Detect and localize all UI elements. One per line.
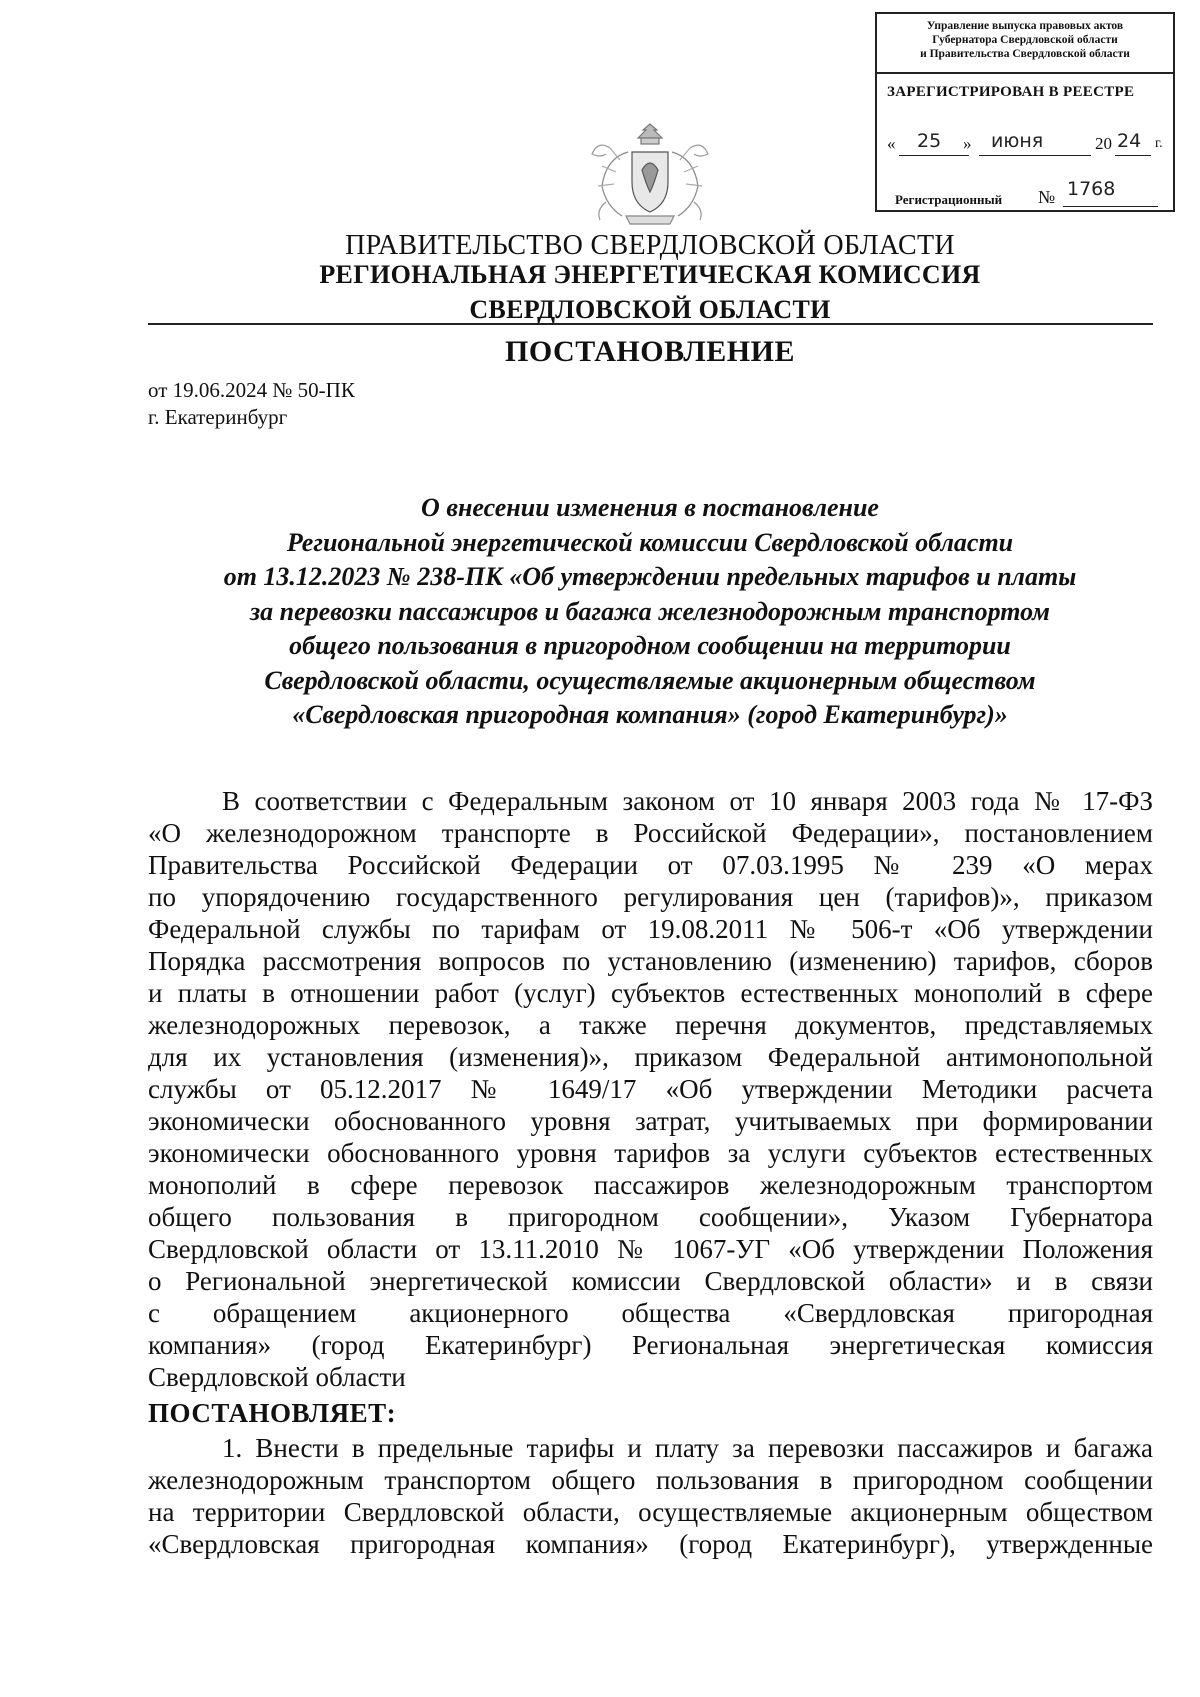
preamble-line: экономически обоснованного уровня тарифов за услуги субъектов естественных (148, 1138, 1153, 1168)
government-heading: ПРАВИТЕЛЬСТВО СВЕРДЛОВСКОЙ ОБЛАСТИ (345, 230, 955, 261)
stamp-year-unit: г. (1155, 136, 1163, 151)
stamp-day: 25 (917, 130, 942, 152)
stamp-header (877, 14, 1173, 74)
stamp-reg-number (895, 178, 1165, 212)
stamp-header-line: Управление выпуска правовых актов (926, 20, 1124, 32)
preamble-line: В соответствии с Федеральным законом от 10 января 2003 года № 17-ФЗ (222, 786, 1153, 816)
item1-line: 1. Внести в предельные тарифы и плату за перевозки пассажиров и багажа (222, 1433, 1153, 1463)
preamble-line: железнодорожных перевозок, а также перечня документов, представляемых (148, 1010, 1153, 1040)
commission-heading-line1: РЕГИОНАЛЬНАЯ ЭНЕРГЕТИЧЕСКАЯ КОМИССИЯ (319, 260, 981, 289)
resolve-heading: ПОСТАНОВЛЯЕТ: (148, 1398, 397, 1428)
stamp-header-line: Губернатора Свердловской области (932, 34, 1118, 46)
commission-heading-line2: СВЕРДЛОВСКОЙ ОБЛАСТИ (469, 295, 831, 324)
stamp-reg-label: Регистрационный (895, 192, 1003, 207)
title-line: общего пользования в пригородном сообщении на территории (289, 631, 1011, 660)
document-type-heading: ПОСТАНОВЛЕНИЕ (505, 335, 795, 368)
title-line: от 13.12.2023 № 238-ПК «Об утверждении предельных тарифов и платы (223, 562, 1077, 591)
preamble-line: и платы в отношении работ (услуг) субъектов естественных монополий в сфере (148, 978, 1153, 1008)
document-date-number: от 19.06.2024 № 50-ПК (148, 378, 355, 402)
item1-line: железнодорожным транспортом общего пользования в пригородном сообщении (148, 1465, 1153, 1495)
title-line: «Свердловская пригородная компания» (город Екатеринбург)» (292, 700, 1008, 729)
preamble-line: по упорядочению государственного регулирования цен (тарифов)», приказом (148, 882, 1153, 912)
title-line: Региональной энергетической комиссии Свердловской области (286, 528, 1014, 557)
title-line: О внесении изменения в постановление (421, 493, 879, 522)
stamp-number-value: 1768 (1067, 178, 1116, 200)
preamble-line: Порядка рассмотрения вопросов по установлению (изменению) тарифов, сборов (148, 946, 1153, 976)
preamble-line: Свердловской области (148, 1362, 406, 1392)
stamp-registered-label: ЗАРЕГИСТРИРОВАН В РЕЕСТРЕ (887, 84, 1135, 100)
preamble-line: общего пользования в пригородном сообщении», Указом Губернатора (148, 1202, 1153, 1232)
preamble-line: с обращением акционерного общества «Свердловская пригородная (148, 1298, 1153, 1328)
stamp-close-quote: » (963, 134, 972, 153)
stamp-date (887, 132, 1172, 158)
heading-divider (148, 323, 1153, 325)
preamble-line: «О железнодорожном транспорте в Российской Федерации», постановлением (148, 818, 1153, 848)
preamble-line: для их установления (изменения)», приказом Федеральной антимонопольной (148, 1042, 1153, 1072)
stamp-number-sign: № (1038, 187, 1056, 207)
stamp-year-prefix: 20 (1095, 134, 1112, 153)
preamble-line: монополий в сфере перевозок пассажиров железнодорожным транспортом (148, 1170, 1153, 1200)
preamble-line: Правительства Российской Федерации от 07.03.1995 № 239 «О мерах (148, 850, 1153, 880)
preamble-line: Федеральной службы по тарифам от 19.08.2011 № 506-т «Об утверждении (148, 914, 1153, 944)
preamble-line: экономически обоснованного уровня затрат, учитываемых при формировании (148, 1106, 1153, 1136)
title-line: за перевозки пассажиров и багажа железнодорожным транспортом (250, 597, 1050, 626)
preamble-line: о Региональной энергетической комиссии Свердловской области» и в связи (148, 1266, 1153, 1296)
title-line: Свердловской области, осуществляемые акционерным обществом (264, 666, 1036, 695)
item1-line: «Свердловская пригородная компания» (город Екатеринбург), утвержденные (148, 1529, 1153, 1559)
preamble-line: Свердловской области от 13.11.2010 № 1067-УГ «Об утверждении Положения (148, 1234, 1153, 1264)
item1-line: на территории Свердловской области, осуществляемые акционерным обществом (148, 1497, 1153, 1527)
coat-of-arms-emblem (580, 120, 720, 228)
document-city: г. Екатеринбург (148, 405, 288, 429)
registry-stamp (875, 12, 1175, 212)
preamble-line: службы от 05.12.2017 № 1649/17 «Об утверждении Методики расчета (148, 1074, 1153, 1104)
preamble-line: компания» (город Екатеринбург) Региональная энергетическая комиссия (148, 1330, 1153, 1360)
stamp-open-quote: « (887, 134, 896, 153)
stamp-month: июня (991, 130, 1044, 152)
stamp-header-line: и Правительства Свердловской области (920, 48, 1130, 60)
stamp-year-suffix: 24 (1117, 130, 1142, 152)
